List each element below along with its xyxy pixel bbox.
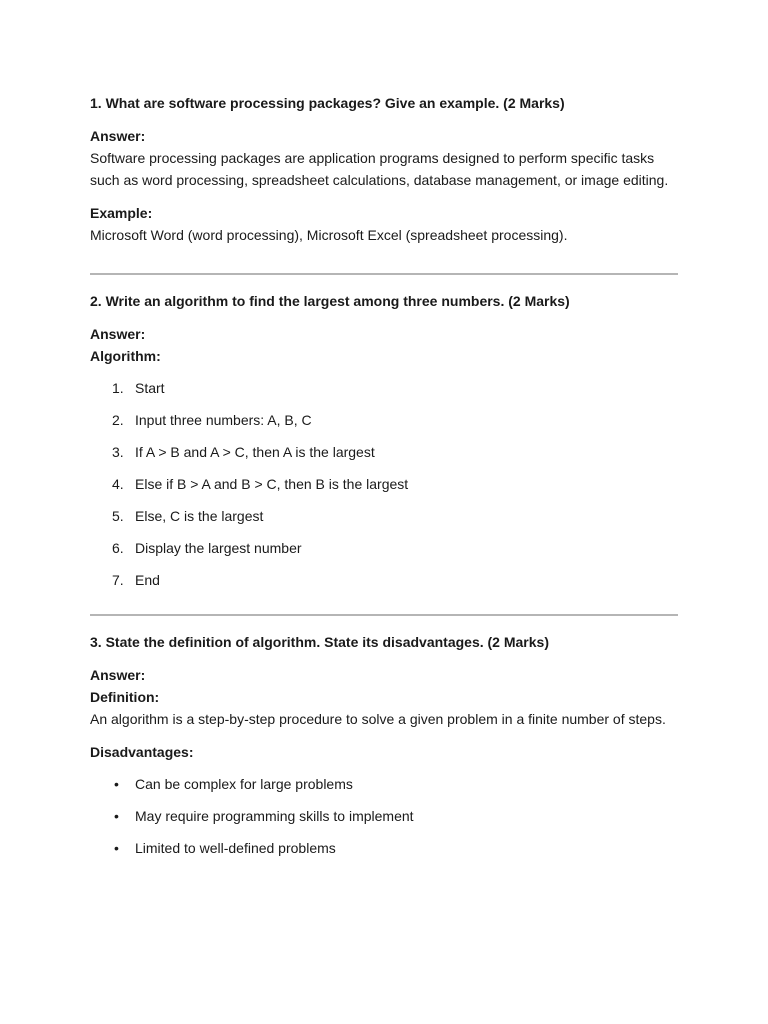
question-1-example-text: Microsoft Word (word processing), Microsoft Excel (spreadsheet processing). bbox=[90, 227, 568, 243]
list-item bbox=[90, 805, 678, 827]
step-number: 5. bbox=[112, 508, 124, 524]
disadvantage-text: Can be complex for large problems bbox=[135, 776, 353, 792]
list-item bbox=[90, 473, 678, 495]
step-number: 1. bbox=[112, 380, 124, 396]
question-3-disadvantages-label: Disadvantages: bbox=[90, 744, 194, 760]
question-3 bbox=[90, 632, 678, 859]
list-item bbox=[90, 441, 678, 463]
question-2 bbox=[90, 291, 678, 591]
step-text: End bbox=[135, 572, 160, 588]
question-3-definition-text: An algorithm is a step-by-step procedure to solve a given problem in a finite number of steps. bbox=[90, 711, 666, 727]
question-2-answer-label: Answer: bbox=[90, 326, 146, 342]
step-text: Else, C is the largest bbox=[135, 508, 264, 524]
list-item bbox=[90, 569, 678, 591]
step-text: Else if B > A and B > C, then B is the largest bbox=[135, 476, 409, 492]
list-item bbox=[90, 773, 678, 795]
question-3-answer-label: Answer: bbox=[90, 667, 146, 683]
question-2-title: 2. Write an algorithm to find the largest among three numbers. (2 Marks) bbox=[90, 293, 570, 309]
question-2-algorithm-label: Algorithm: bbox=[90, 348, 161, 364]
disadvantages-list bbox=[90, 773, 678, 859]
question-3-title: 3. State the definition of algorithm. State its disadvantages. (2 Marks) bbox=[90, 634, 549, 650]
list-item bbox=[90, 409, 678, 431]
step-number: 4. bbox=[112, 476, 124, 492]
question-1-title: 1. What are software processing packages? Give an example. (2 Marks) bbox=[90, 95, 565, 111]
question-3-definition-label: Definition: bbox=[90, 689, 160, 705]
disadvantage-text: Limited to well-defined problems bbox=[135, 840, 336, 856]
step-text: Display the largest number bbox=[135, 540, 302, 556]
step-text: If A > B and A > C, then A is the largest bbox=[135, 444, 375, 460]
list-item bbox=[90, 537, 678, 559]
step-number: 2. bbox=[112, 412, 124, 428]
question-1 bbox=[90, 93, 678, 246]
step-text: Start bbox=[135, 380, 165, 396]
algorithm-steps-list bbox=[90, 377, 678, 591]
list-item bbox=[90, 505, 678, 527]
question-1-answer-label: Answer: bbox=[90, 128, 146, 144]
list-item bbox=[90, 837, 678, 859]
step-number: 3. bbox=[112, 444, 124, 460]
step-number: 6. bbox=[112, 540, 124, 556]
list-item bbox=[90, 377, 678, 399]
step-text: Input three numbers: A, B, C bbox=[135, 412, 312, 428]
bullet-icon: • bbox=[114, 776, 119, 792]
bullet-icon: • bbox=[114, 840, 119, 856]
question-1-answer-text: Software processing packages are application programs designed to perform specific tasks such as word processing, spreadsheet calculations, database management, or image editing. bbox=[90, 150, 669, 188]
bullet-icon: • bbox=[114, 808, 119, 824]
disadvantage-text: May require programming skills to implement bbox=[135, 808, 414, 824]
question-1-example-label: Example: bbox=[90, 205, 153, 221]
step-number: 7. bbox=[112, 572, 124, 588]
